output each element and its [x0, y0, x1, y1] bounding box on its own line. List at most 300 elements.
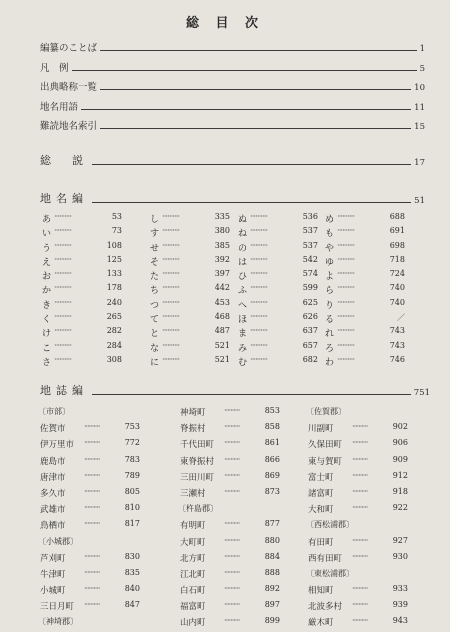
- kana-char: る: [325, 315, 335, 326]
- kana-page: 284: [106, 340, 122, 350]
- place-entry[interactable]: [180, 486, 280, 502]
- kana-index-entry[interactable]: [238, 283, 318, 297]
- kana-char: そ: [150, 257, 160, 268]
- dot-leader: ··········: [224, 470, 240, 480]
- place-entry[interactable]: [308, 583, 408, 599]
- place-name: 千代田町: [180, 440, 215, 451]
- kana-char: け: [42, 329, 52, 340]
- dot-leader: ··········: [224, 519, 240, 529]
- kana-char: ゆ: [325, 257, 335, 268]
- place-name: 北方町: [180, 553, 206, 564]
- kana-page: 53: [111, 212, 122, 221]
- kana-page: 335: [214, 212, 230, 221]
- place-entry[interactable]: [180, 470, 280, 486]
- place-name: 〔市部〕: [38, 407, 70, 416]
- kana-char: な: [150, 343, 160, 354]
- place-page: 892: [264, 584, 280, 594]
- dot-leader: ··········: [54, 354, 72, 365]
- kana-index-entry[interactable]: [325, 226, 405, 240]
- place-page: 899: [264, 616, 280, 626]
- place-entry[interactable]: [40, 599, 140, 615]
- kana-index-entry[interactable]: [238, 341, 318, 355]
- kana-page: 521: [214, 340, 230, 350]
- place-entry[interactable]: [308, 615, 408, 631]
- place-entry[interactable]: [180, 421, 280, 437]
- kana-char: ら: [325, 286, 335, 297]
- place-page: 835: [124, 567, 140, 577]
- place-column: [308, 405, 408, 632]
- kana-index-entry[interactable]: [325, 241, 405, 255]
- place-entry[interactable]: [40, 486, 140, 502]
- place-entry[interactable]: [40, 583, 140, 599]
- place-entry[interactable]: [308, 421, 408, 437]
- district-heading: [180, 502, 280, 518]
- kana-index-entry[interactable]: [42, 241, 122, 255]
- kana-index-entry[interactable]: [42, 326, 122, 340]
- kana-char: や: [325, 243, 335, 254]
- place-entry[interactable]: [180, 615, 280, 631]
- kana-char: に: [150, 357, 160, 368]
- kana-index-entry[interactable]: [150, 241, 230, 255]
- dot-leader: ··········: [352, 503, 368, 513]
- kana-index-entry[interactable]: [42, 355, 122, 369]
- section-soutsetsu[interactable]: [40, 152, 425, 168]
- district-heading: [40, 615, 140, 631]
- leader-line: [40, 202, 425, 203]
- kana-page: 637: [302, 326, 318, 336]
- place-name: 〔佐賀郡〕: [306, 407, 346, 416]
- entry-label: 編纂のことば: [40, 40, 100, 54]
- dot-leader: ··········: [162, 312, 180, 323]
- kana-index-entry[interactable]: [150, 312, 230, 326]
- kana-page: 537: [302, 226, 318, 236]
- kana-page: 718: [389, 254, 405, 264]
- kana-index-entry[interactable]: [150, 212, 230, 226]
- place-entry[interactable]: [308, 437, 408, 453]
- dot-leader: ··········: [162, 212, 180, 222]
- place-entry[interactable]: [180, 535, 280, 551]
- kana-page: 380: [214, 226, 230, 236]
- kana-index-entry[interactable]: [150, 355, 230, 369]
- toc-entry[interactable]: [40, 99, 425, 113]
- place-name: 唐津市: [40, 472, 66, 483]
- kana-page: 625: [302, 297, 318, 307]
- dot-leader: ··········: [162, 283, 180, 294]
- dot-leader: ··········: [162, 354, 180, 365]
- place-entry[interactable]: [40, 421, 140, 437]
- place-entry[interactable]: [180, 583, 280, 599]
- dot-leader: ··········: [337, 312, 355, 323]
- place-page: 939: [392, 600, 408, 610]
- place-page: 830: [124, 551, 140, 561]
- kana-char: り: [325, 300, 335, 311]
- kana-page: 487: [214, 326, 230, 336]
- toc-entry[interactable]: [40, 118, 425, 132]
- kana-char: え: [42, 257, 52, 268]
- kana-char: つ: [150, 300, 160, 311]
- place-entry[interactable]: [40, 518, 140, 534]
- place-name: 白石町: [180, 586, 206, 597]
- dot-leader: ··········: [84, 519, 100, 529]
- entry-label: 凡 例: [40, 60, 72, 74]
- place-name: 〔小城郡〕: [38, 536, 78, 546]
- dot-leader: ··········: [337, 254, 355, 265]
- dot-leader: ··········: [337, 269, 355, 280]
- kana-index-entry[interactable]: [325, 298, 405, 312]
- kana-index-entry[interactable]: [42, 341, 122, 355]
- place-entry[interactable]: [40, 551, 140, 567]
- dot-leader: ··········: [352, 584, 368, 594]
- district-heading: [308, 405, 408, 421]
- dot-leader: ··········: [352, 438, 368, 448]
- kana-index-entry[interactable]: [42, 269, 122, 283]
- place-entry[interactable]: [180, 437, 280, 453]
- kana-page: 536: [302, 212, 318, 221]
- kana-page: 442: [214, 283, 230, 293]
- kana-char: こ: [42, 343, 52, 354]
- dot-leader: ··········: [250, 212, 268, 222]
- place-name: 大和町: [308, 505, 334, 516]
- kana-index-entry[interactable]: [325, 341, 405, 355]
- place-name: 三田川町: [180, 472, 215, 483]
- place-entry[interactable]: [40, 437, 140, 453]
- kana-char: へ: [238, 300, 248, 311]
- dot-leader: ··········: [84, 551, 100, 561]
- place-page: 927: [392, 535, 408, 545]
- leader-line: [40, 394, 430, 395]
- section-chishi[interactable]: [40, 382, 430, 398]
- dot-leader: ··········: [162, 269, 180, 280]
- place-entry[interactable]: [308, 470, 408, 486]
- dot-leader: ··········: [84, 470, 100, 480]
- kana-index-entry[interactable]: [325, 212, 405, 226]
- dot-leader: ··········: [54, 269, 72, 280]
- toc-entry[interactable]: [40, 79, 425, 93]
- kana-index-entry[interactable]: [238, 312, 318, 326]
- place-page: 888: [264, 567, 280, 577]
- place-entry[interactable]: [180, 405, 280, 421]
- kana-index-entry[interactable]: [238, 269, 318, 283]
- place-name: 鳥栖市: [40, 521, 66, 532]
- dot-leader: ··········: [224, 551, 240, 561]
- kana-page: 740: [389, 283, 405, 293]
- kana-index-entry[interactable]: [150, 326, 230, 340]
- place-entry[interactable]: [180, 454, 280, 470]
- kana-page: 542: [302, 254, 318, 264]
- dot-leader: ··········: [337, 283, 355, 294]
- place-page: 805: [124, 486, 140, 496]
- kana-char: の: [238, 243, 248, 254]
- kana-char: い: [42, 229, 52, 240]
- kana-page: ／: [397, 313, 405, 323]
- kana-page: 657: [302, 340, 318, 350]
- place-page: 861: [264, 438, 280, 448]
- kana-char: ね: [238, 229, 248, 240]
- place-name: 山内町: [180, 618, 206, 629]
- place-entry[interactable]: [180, 551, 280, 567]
- place-entry[interactable]: [308, 599, 408, 615]
- place-entry[interactable]: [180, 518, 280, 534]
- kana-char: わ: [325, 357, 335, 368]
- kana-index-entry[interactable]: [42, 212, 122, 226]
- kana-index-entry[interactable]: [238, 255, 318, 269]
- kana-char: ぬ: [238, 215, 248, 225]
- place-page: 783: [124, 454, 140, 464]
- place-page: 918: [392, 486, 408, 496]
- kana-page: 385: [214, 240, 230, 250]
- place-name: 江北町: [180, 569, 206, 580]
- entry-label: 地名用語: [40, 99, 81, 113]
- dot-leader: ··········: [54, 340, 72, 351]
- dot-leader: ··········: [84, 567, 100, 577]
- kana-page: 468: [214, 312, 230, 322]
- place-entry[interactable]: [40, 567, 140, 583]
- dot-leader: ··········: [224, 422, 240, 432]
- kana-char: あ: [42, 215, 52, 225]
- place-entry[interactable]: [180, 567, 280, 583]
- place-name: 相知町: [308, 586, 334, 597]
- kana-char: も: [325, 229, 335, 240]
- dot-leader: ··········: [84, 454, 100, 464]
- kana-page: 746: [389, 354, 405, 364]
- kana-page: 392: [214, 254, 230, 264]
- place-page: 933: [392, 584, 408, 594]
- district-heading: [308, 518, 408, 534]
- kana-index-entry[interactable]: [42, 226, 122, 240]
- dot-leader: ··········: [250, 340, 268, 351]
- dot-leader: ··········: [84, 584, 100, 594]
- kana-index-entry[interactable]: [150, 269, 230, 283]
- kana-index-entry[interactable]: [150, 298, 230, 312]
- place-name: 〔西松浦郡〕: [306, 520, 354, 530]
- kana-index-entry[interactable]: [150, 283, 230, 297]
- kana-page: 574: [302, 269, 318, 279]
- dot-leader: ··········: [352, 422, 368, 432]
- kana-index-entry[interactable]: [325, 283, 405, 297]
- section-page: 51: [411, 196, 425, 206]
- section-label: 地名編: [40, 190, 92, 206]
- kana-char: ほ: [238, 315, 248, 326]
- place-name: 三瀬村: [180, 488, 206, 499]
- dot-leader: ··········: [54, 212, 72, 222]
- place-entry[interactable]: [308, 454, 408, 470]
- place-page: 884: [264, 551, 280, 561]
- place-page: 873: [264, 486, 280, 496]
- kana-page: 240: [106, 297, 122, 307]
- kana-char: む: [238, 357, 248, 368]
- dot-leader: ··········: [337, 240, 355, 251]
- kana-index-column: [238, 212, 318, 369]
- kana-page: 599: [302, 283, 318, 293]
- place-name: 有田町: [308, 537, 334, 548]
- kana-index-entry[interactable]: [325, 269, 405, 283]
- dot-leader: ··········: [352, 600, 368, 610]
- dot-leader: ··········: [162, 297, 180, 308]
- place-entry[interactable]: [308, 551, 408, 567]
- page-title: 総 目 次: [185, 16, 265, 31]
- kana-page: 125: [106, 254, 122, 264]
- dot-leader: ··········: [224, 600, 240, 610]
- kana-index-entry[interactable]: [238, 355, 318, 369]
- place-page: 753: [124, 422, 140, 432]
- leader-line: [40, 70, 425, 71]
- dot-leader: ··········: [84, 503, 100, 513]
- dot-leader: ··········: [162, 326, 180, 337]
- kana-page: 740: [389, 297, 405, 307]
- place-name: 東与賀町: [308, 456, 343, 467]
- kana-index-entry[interactable]: [42, 283, 122, 297]
- kana-char: す: [150, 229, 160, 240]
- kana-index-entry[interactable]: [150, 226, 230, 240]
- kana-char: よ: [325, 272, 335, 283]
- district-heading: [308, 567, 408, 583]
- toc-entry[interactable]: [40, 40, 425, 54]
- kana-index-entry[interactable]: [150, 255, 230, 269]
- kana-page: 688: [389, 212, 405, 221]
- place-name: 西有田町: [308, 553, 343, 564]
- dot-leader: ··········: [224, 584, 240, 594]
- place-name: 多久市: [40, 488, 66, 499]
- kana-index-entry[interactable]: [42, 312, 122, 326]
- kana-page: 521: [214, 354, 230, 364]
- place-page: 897: [264, 600, 280, 610]
- dot-leader: ··········: [337, 340, 355, 351]
- entry-page: 1: [417, 44, 425, 54]
- place-entry[interactable]: [308, 486, 408, 502]
- place-page: 877: [264, 519, 280, 529]
- place-page: 909: [392, 454, 408, 464]
- place-name: 脊振村: [180, 424, 206, 435]
- dot-leader: ··········: [54, 226, 72, 237]
- dot-leader: ··········: [250, 269, 268, 280]
- section-chimei[interactable]: [40, 190, 425, 206]
- dot-leader: ··········: [250, 312, 268, 323]
- dot-leader: ··········: [84, 486, 100, 496]
- dot-leader: ··········: [250, 283, 268, 294]
- kana-page: 308: [106, 354, 122, 364]
- place-entry[interactable]: [308, 535, 408, 551]
- kana-index-entry[interactable]: [42, 298, 122, 312]
- kana-index-entry[interactable]: [325, 326, 405, 340]
- dot-leader: ··········: [54, 326, 72, 337]
- kana-index-entry[interactable]: [238, 326, 318, 340]
- toc-entry[interactable]: [40, 60, 425, 74]
- place-name: 鹿島市: [40, 456, 66, 467]
- dot-leader: ··········: [224, 535, 240, 545]
- place-entry[interactable]: [180, 599, 280, 615]
- kana-index-entry[interactable]: [325, 355, 405, 369]
- section-label: 総 説: [40, 152, 92, 168]
- kana-char: さ: [42, 357, 52, 368]
- kana-char: て: [150, 315, 160, 326]
- section-label: 地誌編: [40, 382, 92, 398]
- kana-page: 537: [302, 240, 318, 250]
- kana-index-column: [42, 212, 122, 369]
- kana-index-entry[interactable]: [150, 341, 230, 355]
- kana-char: う: [42, 243, 52, 254]
- dot-leader: ··········: [337, 297, 355, 308]
- place-entry[interactable]: [40, 502, 140, 518]
- kana-index-entry[interactable]: [238, 226, 318, 240]
- place-name: 川副町: [308, 424, 334, 435]
- place-name: 武雄市: [40, 505, 66, 516]
- kana-char: た: [150, 272, 160, 283]
- kana-char: は: [238, 257, 248, 268]
- place-page: 943: [392, 616, 408, 626]
- kana-char: ち: [150, 286, 160, 297]
- kana-char: し: [150, 215, 160, 225]
- place-entry[interactable]: [40, 470, 140, 486]
- place-entry[interactable]: [40, 454, 140, 470]
- entry-page: 10: [411, 83, 425, 93]
- kana-index-column: [150, 212, 230, 369]
- place-page: 906: [392, 438, 408, 448]
- dot-leader: ··········: [224, 454, 240, 464]
- entry-label: 出典略称一覧: [40, 79, 100, 93]
- place-name: 大町町: [180, 537, 206, 548]
- place-name: 神埼町: [180, 408, 206, 418]
- place-name: 福富町: [180, 602, 206, 613]
- place-page: 810: [124, 503, 140, 513]
- kana-index-entry[interactable]: [325, 255, 405, 269]
- kana-page: 178: [106, 283, 122, 293]
- dot-leader: ··········: [352, 470, 368, 480]
- kana-index-entry[interactable]: [238, 212, 318, 226]
- place-column: [180, 405, 280, 632]
- dot-leader: ··········: [250, 326, 268, 337]
- place-name: 諸富町: [308, 488, 334, 499]
- place-name: 久保田町: [308, 440, 343, 451]
- place-name: 牛津町: [40, 569, 66, 580]
- kana-char: め: [325, 215, 335, 225]
- place-page: 853: [264, 406, 280, 415]
- dot-leader: ··········: [54, 297, 72, 308]
- dot-leader: ··········: [54, 283, 72, 294]
- dot-leader: ··········: [84, 600, 100, 610]
- place-name: 小城町: [40, 586, 66, 597]
- dot-leader: ··········: [352, 616, 368, 626]
- place-entry[interactable]: [308, 502, 408, 518]
- kana-page: 698: [389, 240, 405, 250]
- place-page: 912: [392, 470, 408, 480]
- dot-leader: ··········: [224, 438, 240, 448]
- place-name: 三日月町: [40, 602, 75, 613]
- dot-leader: ··········: [84, 438, 100, 448]
- kana-index-column: [325, 212, 405, 369]
- kana-char: ひ: [238, 272, 248, 283]
- place-page: 858: [264, 422, 280, 432]
- kana-char: ま: [238, 329, 248, 340]
- dot-leader: ··········: [337, 354, 355, 365]
- kana-page: 397: [214, 269, 230, 279]
- entry-page: 11: [411, 103, 425, 113]
- place-name: 厳木町: [308, 618, 334, 629]
- place-page: 772: [124, 438, 140, 448]
- section-page: 17: [411, 158, 425, 168]
- dot-leader: ··········: [54, 240, 72, 251]
- section-page: 751: [411, 388, 430, 398]
- kana-page: 453: [214, 297, 230, 307]
- place-name: 〔神埼郡〕: [38, 617, 78, 627]
- kana-index-entry[interactable]: [238, 298, 318, 312]
- place-name: 伊万里市: [40, 440, 75, 451]
- kana-index-entry[interactable]: [238, 241, 318, 255]
- place-page: 866: [264, 454, 280, 464]
- place-page: 930: [392, 551, 408, 561]
- kana-index-entry[interactable]: [42, 255, 122, 269]
- kana-index-entry[interactable]: [325, 312, 405, 326]
- place-column: [40, 405, 140, 632]
